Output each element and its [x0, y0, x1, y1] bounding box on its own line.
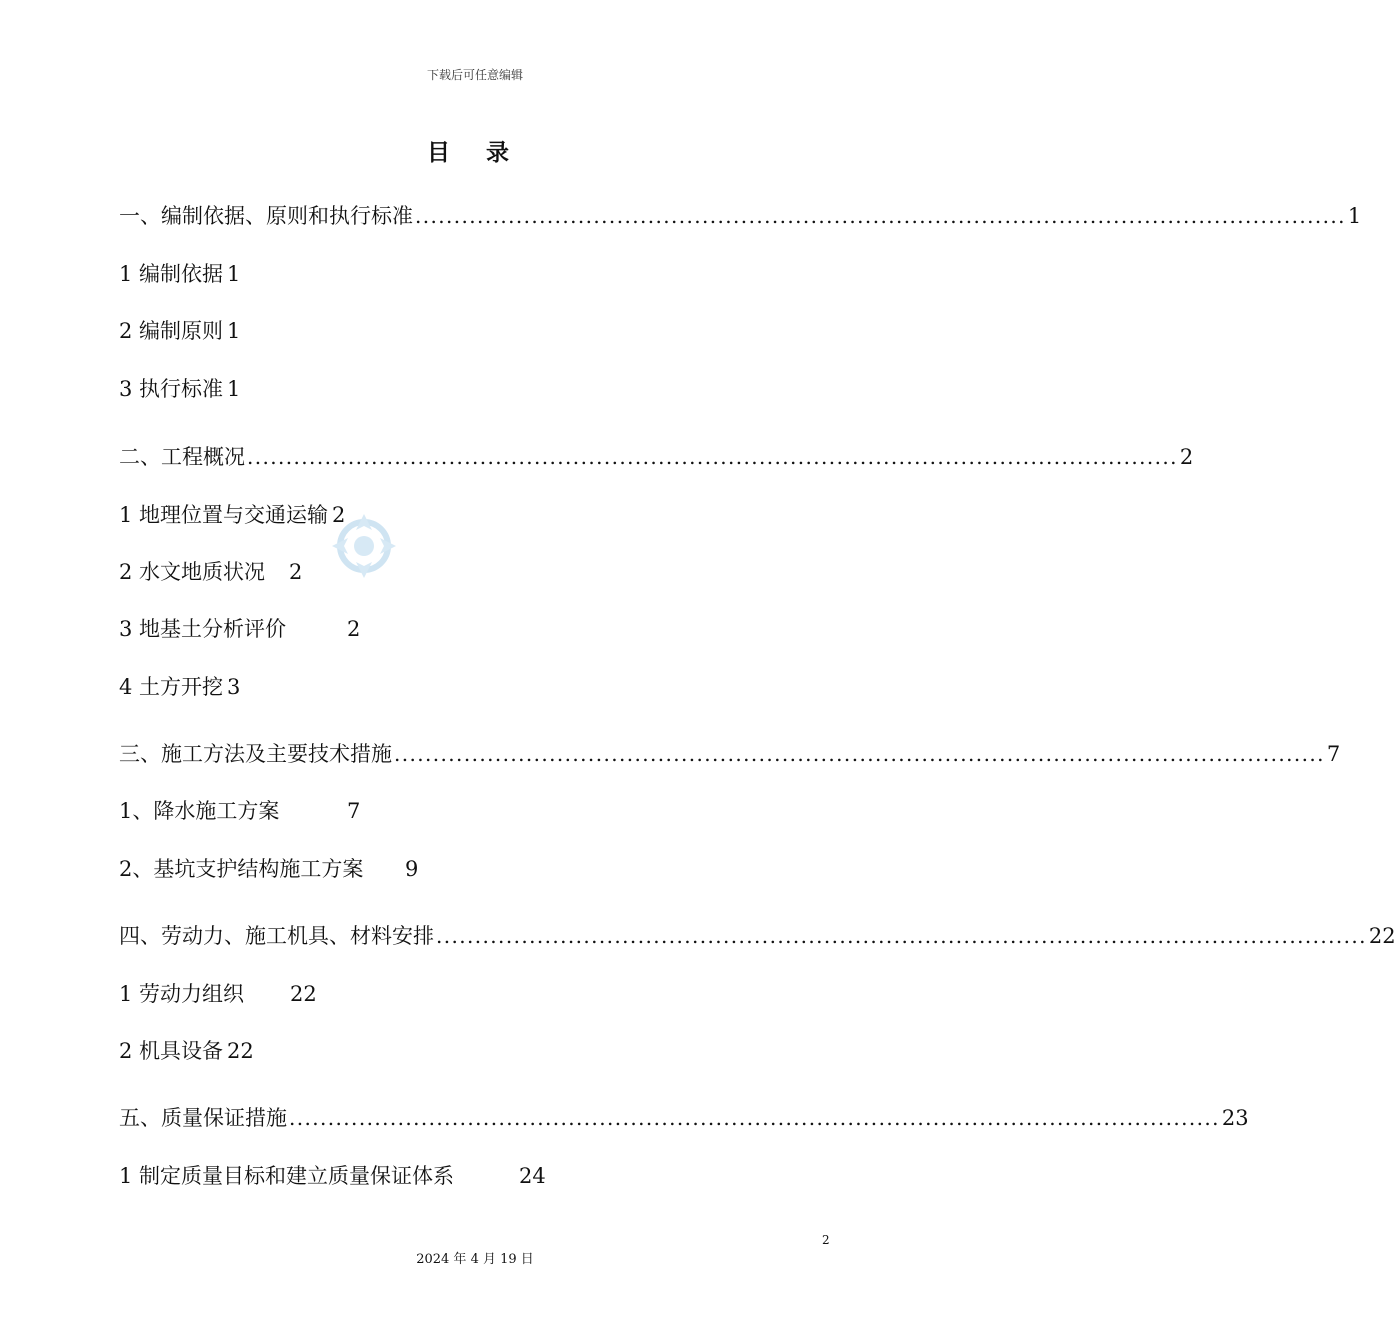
toc-subsection-entry [119, 316, 833, 346]
toc-entry-page: 2 [347, 617, 361, 641]
toc-subsection-entry [119, 374, 833, 404]
toc-leader-dots: ........................................................................................................................ [247, 445, 1178, 469]
toc-entry-page: 22 [227, 1039, 254, 1063]
toc-subsection-entry [119, 259, 833, 289]
page-title: 目 录 [426, 139, 523, 166]
toc-subsection-entry [119, 614, 833, 644]
toc-subsection-entry [119, 854, 833, 884]
toc-entry-page: 2 [1179, 445, 1194, 469]
toc-subsection-entry [119, 557, 833, 587]
toc-entry-page: 2 [332, 503, 346, 527]
toc-subsection-entry [119, 979, 833, 1009]
toc-entry-page: 7 [347, 799, 361, 823]
toc-entry-page: 1 [227, 377, 241, 401]
toc-entry-label: 三、施工方法及主要技术措施 [119, 742, 392, 766]
toc-subsection-entry [119, 1161, 833, 1191]
footer-date: 2024 年 4 月 19 日 [416, 1252, 534, 1267]
toc-leader-dots: ........................................................................................................................ [436, 924, 1367, 948]
toc-section-entry [119, 442, 1194, 472]
page-header: 下载后可任意编辑 [426, 68, 523, 82]
toc-entry-label: 二、工程概况 [119, 445, 245, 469]
toc-entry-page: 3 [227, 675, 241, 699]
toc-entry-page: 1 [1347, 204, 1362, 228]
toc-entry-page: 1 [227, 319, 241, 343]
toc-entry-page: 9 [405, 857, 419, 881]
toc-entry-page: 24 [519, 1164, 546, 1188]
toc-leader-dots: ........................................................................................................................ [415, 204, 1346, 228]
toc-section-entry [119, 1103, 1249, 1133]
toc-section-entry [119, 201, 1362, 231]
toc-leader-dots: ........................................................................................................................ [394, 742, 1325, 766]
toc-entry-label: 1、降水施工方案 [119, 799, 280, 823]
toc-entry-label: 1 劳动力组织 [119, 982, 245, 1006]
toc-entry-label: 2 编制原则 [119, 319, 224, 343]
toc-entry-label: 1 制定质量目标和建立质量保证体系 [119, 1164, 455, 1188]
toc-subsection-entry [119, 1036, 833, 1066]
toc-leader-dots: ........................................................................................................................ [289, 1106, 1220, 1130]
toc-subsection-entry [119, 500, 833, 530]
toc-entry-label: 四、劳动力、施工机具、材料安排 [119, 924, 434, 948]
toc-entry-label: 3 地基土分析评价 [119, 617, 287, 641]
toc-entry-page: 7 [1326, 742, 1341, 766]
toc-entry-label: 2、基坑支护结构施工方案 [119, 857, 364, 881]
toc-entry-label: 1 地理位置与交通运输 [119, 503, 329, 527]
toc-entry-page: 22 [1368, 924, 1396, 948]
toc-entry-page: 1 [227, 262, 241, 286]
toc-entry-label: 2 水文地质状况 [119, 560, 266, 584]
toc-entry-label: 一、编制依据、原则和执行标准 [119, 204, 413, 228]
toc-entry-page: 23 [1221, 1106, 1249, 1130]
toc-entry-label: 4 土方开挖 [119, 675, 224, 699]
toc-section-entry [119, 921, 1396, 951]
toc-subsection-entry [119, 796, 833, 826]
toc-subsection-entry [119, 672, 833, 702]
toc-section-entry [119, 739, 1341, 769]
toc-entry-page: 22 [290, 982, 317, 1006]
page-number: 2 [822, 1233, 830, 1247]
toc-entry-label: 1 编制依据 [119, 262, 224, 286]
toc-entry-label: 3 执行标准 [119, 377, 224, 401]
toc-entry-label: 五、质量保证措施 [119, 1106, 287, 1130]
toc-entry-label: 2 机具设备 [119, 1039, 224, 1063]
toc-entry-page: 2 [289, 560, 303, 584]
